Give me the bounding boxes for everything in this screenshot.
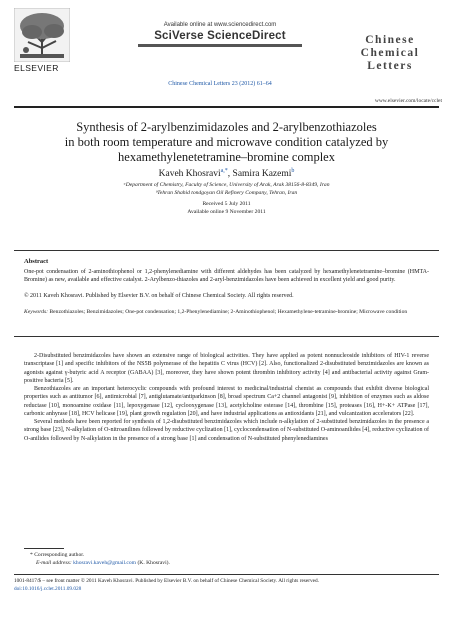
author-name: Samira Kazemi bbox=[232, 169, 292, 180]
affiliation-b: ᵇTehran Shahid tondgoyan Oil Refinery Company, Tehran, Iran bbox=[155, 190, 298, 196]
author-affil-marker[interactable]: b bbox=[291, 168, 295, 174]
author-name: Kaveh Khosravi bbox=[158, 169, 221, 180]
article-body bbox=[24, 352, 429, 443]
abstract-text: One-pot condensation of 2-aminothiophenol or 1,2-phenylenediamine with different aldehydes has been catalyzed by hexamethylenetetramine–bromine (HMTA-Bromine) as new, available and effective catalyst. 2-Arylbenzo-thiazoles and 2-aryl-benzimidazoles have been achieved in excellent yield and good purity. bbox=[24, 269, 429, 284]
elsevier-tree-icon bbox=[14, 8, 70, 62]
article-title bbox=[20, 120, 433, 165]
journal-reference: Chinese Chemical Letters 23 (2012) 61–64 bbox=[168, 81, 272, 87]
journal-url[interactable]: www.elsevier.com/locate/cclet bbox=[374, 98, 442, 104]
affiliation-a: ᵃDepartment of Chemistry, Faculty of Science, University of Arak, Arak 38156-8-8349, Iran bbox=[123, 182, 330, 188]
keywords-list: Benzothiazoles; Benzimidazoles; One-pot condensation; 1,2-Phenylenediamine; 2-Aminothiophenol; Hexamethylene-tetramine-bromine; Microwave condition bbox=[48, 309, 408, 315]
footnote-rule bbox=[24, 548, 64, 549]
title-line: hexamethylenetetramine–bromine complex bbox=[118, 150, 335, 164]
body-paragraph: Benzothiazoles are an important heterocyclic compounds with profound interest to medicinal/industrial chemist as compounds that exhibit diverse biological properties such as antitumor [6], antimicrobial [7], antiglutamate/antiparkinson [8], broad spectrum Ca+2 channel antagonist [9], inhibition of enzymes such as aldose reductase [10], monoamine oxidase [11], lepoxygenase [12], cyclooxygenase [13], acetylcholine esterase [14], thrombine [15], proteases [16], H+-K+ ATPase [17], carbonic anhyrase [18], HCV helicase [19], plant growth regulation [20], and have industrial applications as antioxidants [21], and vulcanization accelerators [22]. bbox=[24, 386, 429, 417]
body-paragraph: Several methods have been reported for synthesis of 1,2-disubstituted benzimidazoles which include n-alkylation of 2-substituted benzimidazoles in the presence a strong base [23], N-alkylation of O-nitroanilines followed by reductive cyclization [1], cyclocondensation of N-substituted O-aminoanilides [4], reductive cyclization of O-anilides followed by N-alkylation in the presence of a strong base [1] and condensation of N-substituted phenylenediamines bbox=[24, 419, 429, 442]
author-separator: , bbox=[227, 169, 233, 180]
email-note bbox=[36, 560, 441, 568]
abstract-top-rule bbox=[14, 250, 439, 251]
body-paragraph: 2-Disubstituted benzimidazoles have shown an extensive range of biological activities. They have applied as potent nonnucleoside inhibitors of HIV-1 reverse transcriptase [1] and specific inhibitors of the NS5B polymerase of the hepatitis C virus (HCV) [2]. Also, functionalized 2-disubstituted benzimidazoles are known as agonists against γ-butyric acid A receptor (GABAA) [3], moreover, they have shown potent thrombin inhibitory activity [4] and antibacterial activity against Gram-positive bacteria [5]. bbox=[24, 353, 429, 384]
available-online: Available online at www.sciencedirect.com bbox=[163, 22, 277, 28]
abstract-bottom-rule bbox=[14, 336, 439, 337]
title-line: Synthesis of 2-arylbenzimidazoles and 2-arylbenzothiazoles bbox=[76, 120, 377, 134]
email-label: E-mail address: bbox=[36, 560, 74, 566]
header-rule bbox=[14, 106, 439, 108]
author-affil-marker[interactable]: a,* bbox=[220, 168, 228, 174]
journal-logo bbox=[340, 34, 440, 82]
corresponding-author-note: * Corresponding author. bbox=[30, 552, 85, 558]
abstract-copyright: © 2011 Kaveh Khosravi. Published by Elsevier B.V. on behalf of Chinese Chemical Society. All rights reserved. bbox=[24, 293, 294, 299]
keywords-label: Keywords: bbox=[24, 309, 49, 315]
sciverse-bar bbox=[138, 44, 302, 47]
publisher-logo-text: ELSEVIER bbox=[14, 63, 59, 73]
keywords bbox=[24, 309, 429, 317]
email-link[interactable]: khosravi.kaveh@gmail.com bbox=[73, 560, 137, 566]
available-date: Available online 9 November 2011 bbox=[187, 209, 266, 215]
received-date: Received 5 July 2011 bbox=[202, 201, 251, 207]
journal-logo-line: Letters bbox=[367, 60, 413, 72]
footer-rule bbox=[14, 574, 439, 575]
journal-header bbox=[0, 0, 453, 112]
title-line: in both room temperature and microwave condition catalyzed by bbox=[64, 135, 389, 149]
sciverse-logo: SciVerse ScienceDirect bbox=[154, 30, 286, 42]
email-after: (K. Khosravi). bbox=[136, 560, 170, 566]
doi-line bbox=[14, 586, 439, 593]
journal-logo-line: Chemical bbox=[360, 47, 420, 59]
doi-link[interactable]: doi:10.1016/j.cclet.2011.09.028 bbox=[14, 586, 82, 592]
author-list bbox=[20, 168, 433, 179]
abstract-heading: Abstract bbox=[24, 258, 49, 265]
issn-line: 1001-8417/$ – see front matter © 2011 Kaveh Khosravi. Published by Elsevier B.V. on behalf of Chinese Chemical Society. All rights reserved. bbox=[14, 578, 319, 584]
journal-logo-line: Chinese bbox=[365, 34, 415, 46]
